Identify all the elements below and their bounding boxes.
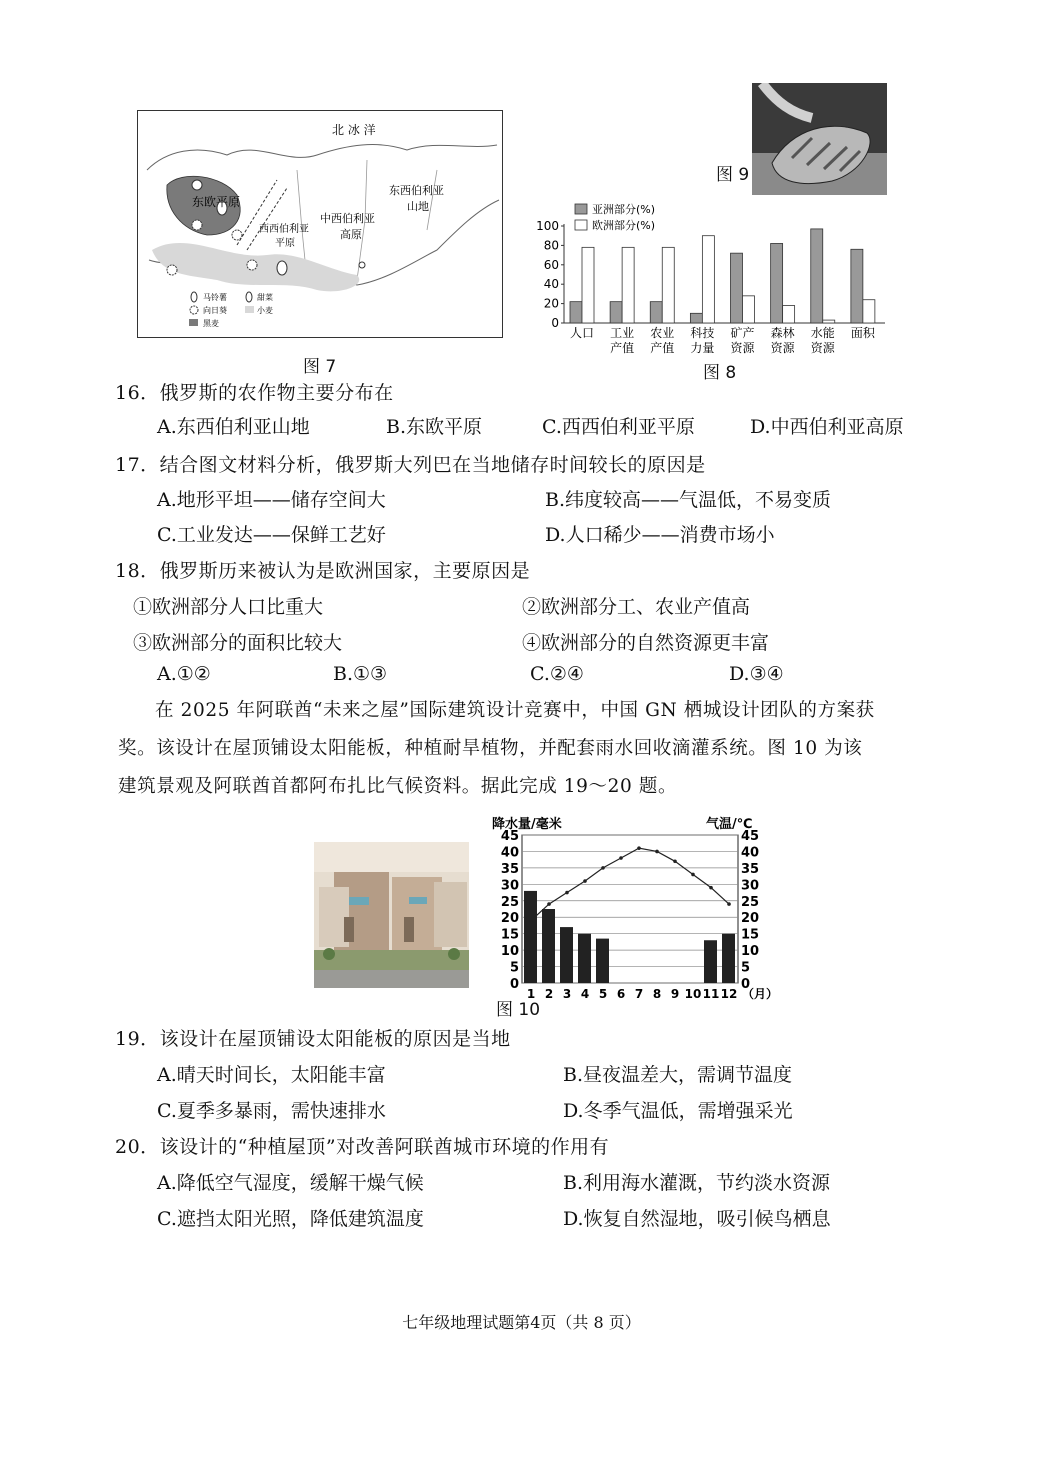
month-label: 1 [526, 987, 536, 1001]
label-central-siberian-1: 中西伯利亚 [320, 212, 375, 225]
precip-bar [542, 909, 555, 983]
q16-option-b[interactable]: B.东欧平原 [386, 416, 483, 438]
temperature-point [637, 846, 641, 850]
precip-bar [722, 934, 735, 983]
category-label: 科技 [690, 326, 715, 340]
month-label: 10 [684, 987, 702, 1001]
q17-option-d[interactable]: D.人口稀少——消费市场小 [545, 524, 775, 546]
y-tick-label: 40 [543, 277, 559, 292]
q18-statement-4: ④欧洲部分的自然资源更丰富 [522, 632, 770, 654]
figure-9-photo [752, 83, 887, 195]
figure-8-caption: 图 8 [703, 363, 737, 383]
legend-swatch-asia [575, 204, 587, 214]
q17-option-a[interactable]: A.地形平坦——储存空间大 [157, 489, 386, 511]
bar-europe [702, 236, 714, 323]
left-tick-label: 5 [509, 960, 519, 976]
left-tick-label: 15 [500, 927, 519, 943]
left-tick-label: 10 [500, 944, 519, 960]
left-tick-label: 0 [509, 977, 519, 992]
left-tick-label: 25 [500, 894, 519, 910]
right-tick-label: 25 [741, 894, 760, 910]
legend-asia: 亚洲部分(%) [592, 203, 656, 216]
right-tick-label: 15 [741, 927, 760, 943]
figure-10-climate-chart [488, 815, 788, 1005]
q17-option-c[interactable]: C.工业发达——保鲜工艺好 [157, 524, 386, 546]
precip-bar [704, 940, 717, 983]
label-arctic-ocean: 北 冰 洋 [332, 123, 376, 137]
material-line-1: 在 2025 年阿联酋“未来之屋”国际建筑设计竞赛中，中国 GN 栖城设计团队的方案获 [155, 700, 875, 721]
legend-swatch-europe [575, 220, 587, 230]
category-label: 人口 [569, 326, 595, 340]
q17-option-b[interactable]: B.纬度较高——气温低，不易变质 [545, 489, 832, 511]
bar-asia [731, 253, 743, 323]
q19-option-c[interactable]: C.夏季多暴雨，需快速排水 [157, 1100, 386, 1122]
right-axis-label: 气温/℃ [706, 817, 753, 832]
bar-asia [851, 249, 863, 323]
figure-10-photo [314, 842, 469, 988]
right-tick-label: 30 [741, 878, 760, 894]
category-label: 森林 [770, 326, 795, 340]
climate-chart [488, 815, 788, 1005]
q18-statement-3: ③欧洲部分的面积比较大 [133, 632, 343, 654]
month-unit: （月） [742, 987, 779, 1001]
temperature-point [655, 850, 659, 854]
q20-option-b[interactable]: B.利用海水灌溉，节约淡水资源 [563, 1172, 831, 1194]
q18-option-c[interactable]: C.②④ [530, 663, 584, 685]
right-tick-label: 35 [741, 861, 760, 877]
temperature-point [727, 902, 731, 906]
legend-potato: 马铃薯 [203, 293, 227, 302]
precip-bar [596, 939, 609, 983]
bar-asia [610, 302, 622, 323]
left-tick-label: 40 [500, 845, 519, 861]
month-label: 11 [702, 987, 720, 1001]
q19-option-b[interactable]: B.昼夜温差大，需调节温度 [563, 1064, 793, 1086]
legend-beet: 甜菜 [257, 293, 273, 302]
q16-option-c[interactable]: C.西西伯利亚平原 [542, 416, 695, 438]
temperature-point [601, 866, 605, 870]
bar-europe [662, 247, 674, 323]
temperature-point [547, 902, 551, 906]
legend-wheat: 小麦 [257, 306, 273, 315]
q20-option-c[interactable]: C.遮挡太阳光照，降低建筑温度 [157, 1208, 424, 1230]
left-tick-label: 30 [500, 878, 519, 894]
legend-rye: 黑麦 [203, 319, 219, 328]
bar-asia [690, 313, 702, 323]
label-west-siberian-plain-2: 平原 [275, 238, 295, 249]
precip-bar [578, 934, 591, 983]
temperature-point [529, 919, 533, 923]
temperature-point [583, 879, 587, 883]
y-tick-label: 100 [536, 219, 559, 233]
y-tick-label: 0 [551, 316, 559, 330]
bar-asia [570, 302, 582, 323]
temperature-point [709, 886, 713, 890]
category-label: 力量 [690, 341, 715, 355]
figure-8-chart [530, 196, 890, 366]
bar-europe [823, 320, 835, 323]
q18-option-a[interactable]: A.①② [157, 663, 211, 685]
bar-europe [622, 247, 634, 323]
category-label: 工业 [610, 326, 635, 340]
month-label: 7 [634, 987, 644, 1001]
right-tick-label: 10 [741, 944, 760, 960]
month-label: 12 [720, 987, 738, 1001]
right-tick-label: 40 [741, 845, 760, 861]
q18-statement-1: ①欧洲部分人口比重大 [133, 596, 324, 618]
bar-europe [863, 300, 875, 323]
y-tick-label: 60 [543, 257, 559, 272]
precip-bar [560, 927, 573, 983]
q18-statement-2: ②欧洲部分工、农业产值高 [522, 596, 751, 618]
category-label: 资源 [810, 341, 835, 355]
label-west-siberian-plain-1: 西西伯利亚 [259, 224, 309, 235]
material-paragraph [118, 692, 948, 806]
label-central-siberian-2: 高原 [340, 228, 362, 241]
category-label: 资源 [730, 341, 755, 355]
figure-7-map [137, 110, 503, 338]
bar-asia [811, 229, 823, 323]
label-east-siberian-2: 山地 [407, 200, 429, 213]
question-17-stem: 17．结合图文材料分析，俄罗斯大列巴在当地储存时间较长的原因是 [115, 454, 706, 476]
figure-9-caption: 图 9 [716, 165, 750, 185]
figure-7-caption: 图 7 [303, 357, 337, 377]
question-16-stem: 16．俄罗斯的农作物主要分布在 [115, 382, 394, 404]
q19-option-d[interactable]: D.冬季气温低，需增强采光 [563, 1100, 793, 1122]
y-tick-label: 20 [543, 296, 559, 311]
legend-sunflower: 向日葵 [203, 306, 227, 315]
label-east-european-plain: 东欧平原 [192, 195, 241, 209]
y-tick-label: 80 [543, 238, 559, 253]
bar-asia [771, 243, 783, 323]
right-tick-label: 0 [741, 977, 751, 992]
bar-asia [650, 302, 662, 323]
q16-option-d[interactable]: D.中西伯利亚高原 [750, 416, 904, 438]
month-label: 3 [562, 987, 572, 1001]
month-label: 4 [580, 987, 590, 1001]
month-label: 5 [598, 987, 608, 1001]
left-tick-label: 35 [500, 861, 519, 877]
month-label: 8 [652, 987, 662, 1001]
precip-bar [524, 891, 537, 983]
label-east-siberian-1: 东西伯利亚 [389, 184, 444, 197]
category-label: 农业 [650, 326, 675, 340]
question-20-stem: 20．该设计的“种植屋顶”对改善阿联酋城市环境的作用有 [115, 1136, 610, 1158]
category-label: 水能 [810, 326, 835, 340]
q18-option-d[interactable]: D.③④ [729, 663, 784, 685]
russia-crop-map [137, 110, 503, 338]
category-label: 产值 [610, 341, 635, 355]
left-axis-label: 降水量/毫米 [492, 817, 562, 832]
month-label: 9 [670, 987, 680, 1001]
bar-europe [743, 296, 755, 323]
legend-europe: 欧洲部分(%) [592, 219, 656, 232]
material-line-3: 建筑景观及阿联酋首都阿布扎比气候资料。据此完成 19～20 题。 [118, 776, 678, 797]
bar-europe [582, 247, 594, 323]
fig8-bar-chart [530, 196, 890, 366]
left-tick-label: 45 [500, 829, 519, 844]
category-label: 产值 [650, 341, 675, 355]
bread-photo [752, 83, 887, 195]
question-18-stem: 18．俄罗斯历来被认为是欧洲国家，主要原因是 [115, 560, 531, 582]
bar-europe [783, 306, 795, 323]
material-line-2: 奖。该设计在屋顶铺设太阳能板，种植耐旱植物，并配套雨水回收滴灌系统。图 10 为该 [118, 738, 863, 759]
q18-option-b[interactable]: B.①③ [333, 663, 388, 685]
q20-option-a[interactable]: A.降低空气湿度，缓解干燥气候 [157, 1172, 424, 1194]
page-footer: 七年级地理试题第4页（共 8 页） [402, 1313, 641, 1332]
question-19-stem: 19．该设计在屋顶铺设太阳能板的原因是当地 [115, 1028, 511, 1050]
month-label: 6 [616, 987, 626, 1001]
right-tick-label: 20 [741, 911, 760, 927]
figure-10-caption: 图 10 [496, 1000, 541, 1020]
month-label: 2 [544, 987, 554, 1001]
right-tick-label: 5 [741, 960, 751, 976]
temperature-point [691, 873, 695, 877]
q20-option-d[interactable]: D.恢复自然湿地，吸引候鸟栖息 [563, 1208, 831, 1230]
category-label: 面积 [850, 326, 875, 340]
temperature-point [673, 860, 677, 864]
q19-option-a[interactable]: A.晴天时间长，太阳能丰富 [157, 1064, 386, 1086]
temperature-point [619, 856, 623, 860]
right-tick-label: 45 [741, 829, 760, 844]
building-rendering [314, 842, 469, 988]
category-label: 资源 [770, 341, 795, 355]
temperature-point [565, 891, 569, 895]
category-label: 矿产 [730, 326, 755, 340]
q16-option-a[interactable]: A.东西伯利亚山地 [157, 416, 310, 438]
left-tick-label: 20 [500, 911, 519, 927]
